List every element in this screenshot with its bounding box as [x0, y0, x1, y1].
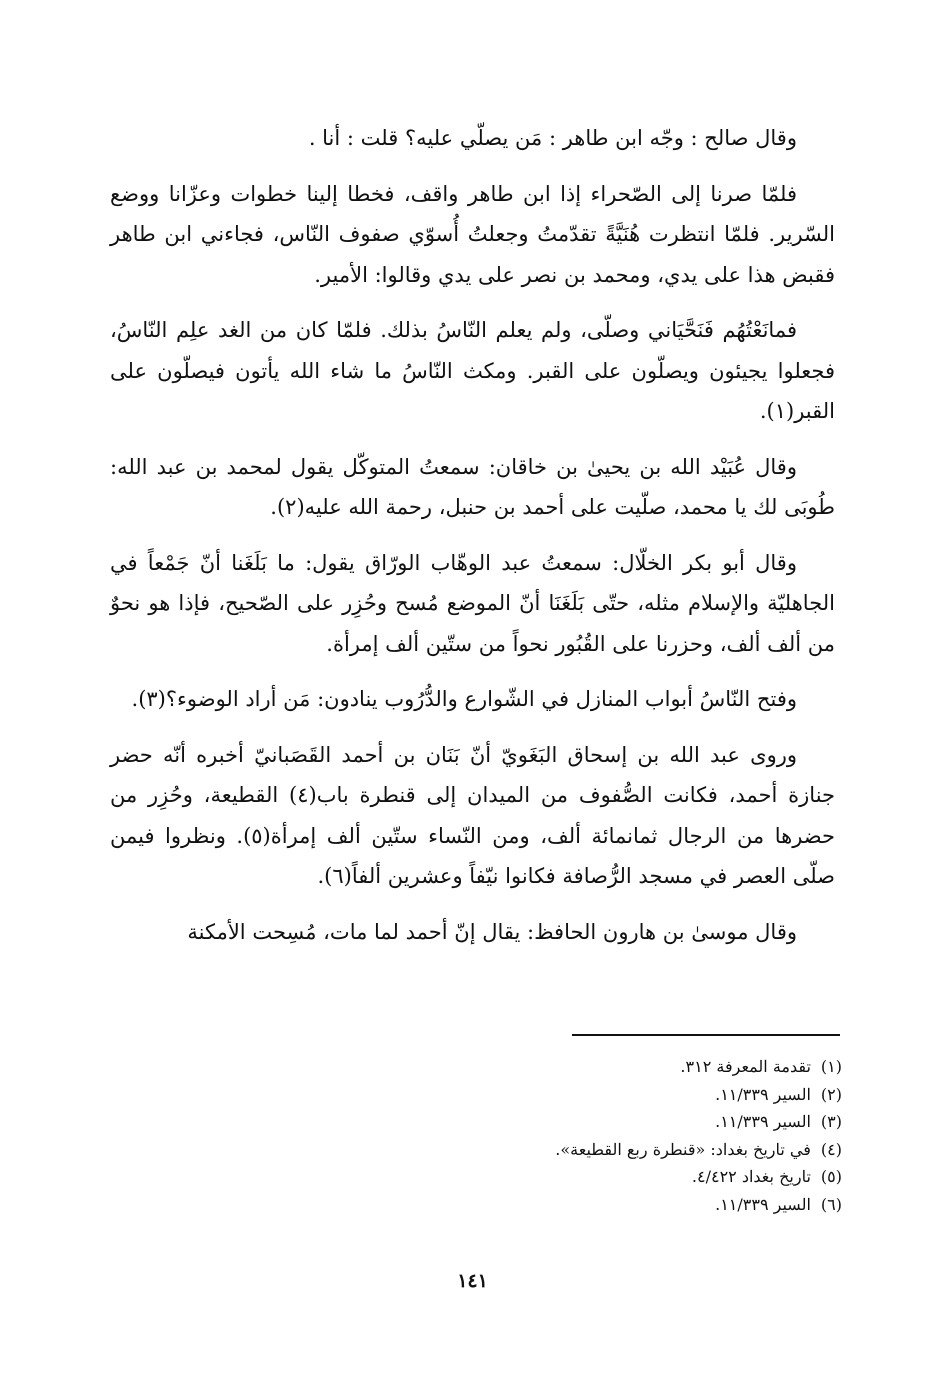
footnote-text: في تاريخ بغداد: «قنطرة ربع القطيعة».	[555, 1139, 811, 1159]
footnote-number: (١)	[820, 1057, 842, 1076]
paragraph: وقال عُبَيْد الله بن يحيىٰ بن خاقان: سمعتُ المتوكّل يقول لمحمد بن عبد الله: طُوبَى لك يا محمد، صلّيت على أحمد بن حنبل، رحمة الله عليه(٢).	[110, 454, 835, 519]
footnote-item	[360, 1136, 842, 1164]
footnote-text: تقدمة المعرفة ٣١٢.	[680, 1057, 811, 1076]
footnote-number: (٥)	[820, 1167, 842, 1186]
paragraph: فمانَعْتُهُم فَنَحَّيَاني وصلّى، ولم يعلم النّاسُ بذلك. فلمّا كان من الغد علِم النّاسُ، فجعلوا يجيئون ويصلّون على القبر. ومكث النّاسُ ما شاء الله يأتون فيصلّون على القبر(١).	[110, 318, 835, 423]
main-text	[110, 118, 835, 967]
paragraph: وقال موسىٰ بن هارون الحافظ: يقال إنّ أحمد لما مات، مُسِحت الأمكنة	[187, 919, 797, 944]
footnote-number: (٦)	[820, 1194, 842, 1214]
footnote-number: (٣)	[820, 1112, 842, 1131]
footnote-text: السير ١١/٣٣٩.	[715, 1084, 811, 1104]
paragraph: وقال أبو بكر الخلّال: سمعتُ عبد الوهّاب الورّاق يقول: ما بَلَغَنا أنّ جَمْعاً في الجاهليّة والإسلام مثله، حتّى بَلَغَنَا أنّ الموضع مُسح وحُزِر على الصّحيح، فإذا هو نحوٌ من ألف ألف، وحزرنا على القُبُور نحواً من ستّين ألف إمرأة.	[110, 550, 835, 656]
footnote-item	[360, 1081, 842, 1109]
paragraph: فلمّا صرنا إلى الصّحراء إذا ابن طاهر واقف، فخطا إلينا خطوات وعزّانا ووضع السّرير. فلمّا انتظرت هُنَيَّةً تقدّمتُ وجعلتُ أُسوّي صفوف النّاس، فجاءني ابن طاهر فقبض هذا على يدي، ومحمد بن نصر على يدي وقالوا: الأمير.	[110, 181, 835, 287]
footnote-item	[360, 1191, 842, 1219]
footnote-number: (٢)	[820, 1084, 842, 1104]
footnote-number: (٤)	[820, 1139, 842, 1159]
footnotes-list	[360, 1053, 842, 1218]
footnote-item	[360, 1163, 842, 1191]
footnote-text: السير ١١/٣٣٩.	[715, 1194, 811, 1214]
paragraph: وروى عبد الله بن إسحاق البَغَويّ أنّ بَنَان بن أحمد القَصَبانيّ أخبره أنّه حضر جنازة أحمد، فكانت الصُّفوف من الميدان إلى قنطرة باب(٤) القطيعة، وحُزِر من حضرها من الرجال ثمانمائة ألف، ومن النّساء ستّين ألف إمرأة(٥). ونظروا فيمن صلّى العصر في مسجد الرُّصافة فكانوا نيّفاً وعشرين ألفاً(٦).	[110, 742, 836, 888]
paragraph: وفتح النّاسُ أبواب المنازل في الشّوارع والدُّرُوب ينادون: مَن أراد الوضوء؟(٣).	[131, 687, 797, 711]
paragraph: وقال صالح : وجّه ابن طاهر : مَن يصلّي عليه؟ قلت : أنا .	[308, 126, 797, 150]
footnote-item	[360, 1108, 842, 1136]
page-number: ١٤١	[457, 1270, 488, 1292]
footnote-item	[360, 1053, 842, 1081]
footnote-divider	[572, 1034, 840, 1036]
footnote-text: السير ١١/٣٣٩.	[715, 1112, 811, 1131]
footnote-text: تاريخ بغداد ٤/٤٢٢.	[691, 1167, 811, 1186]
